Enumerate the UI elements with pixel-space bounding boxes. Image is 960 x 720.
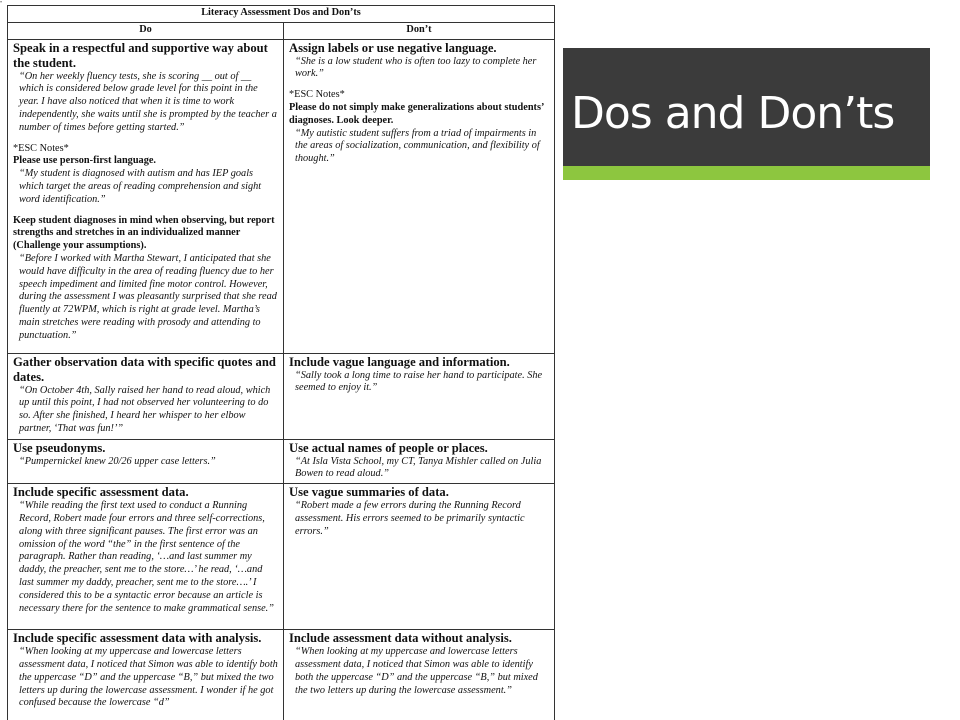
slide-title-box [563, 66, 930, 166]
dont-cell [284, 484, 555, 630]
dos-donts-table [7, 5, 555, 720]
do-heading: Include specific assessment data. [13, 485, 189, 500]
dont-cell [284, 439, 555, 484]
column-header-dont: Don’t [284, 22, 555, 39]
do-example: “On her weekly fluency tests, she is scoring __ out of __ which is considered below grade level for this point in the year. I have also noticed that when it is time to work independently, she waits until she is prompted by the teacher a number of times before getting started.” [19, 70, 277, 133]
do-example: “Pumpernickel knew 20/26 upper case letters.” [19, 455, 216, 467]
esc-notes-label: *ESC Notes* [289, 89, 345, 101]
dont-example: “At Isla Vista School, my CT, Tanya Mishler called on Julia Bowen to read aloud.” [295, 455, 542, 480]
do-example: “While reading the first text used to conduct a Running Record, Robert made four errors and three self-corrections, along with three significant pauses. The first error was an omission of the word “the” in the first sentence of the paragraph. Rather than reading, ‘…and last summer my daddy, the preacher, sent me to the store…’ he read, ‘…and last summer my daddy, preacher, sent me to the store….’ I considered this to be a syntactic error because an article is necessary there for the sentence to make grammatical sense.” [19, 500, 274, 614]
do-extra-guidance: Keep student diagnoses in mind when observing, but report strengths and stretches in an individualized manner (Challenge your assumptions). [13, 214, 275, 252]
esc-note-example: “My autistic student suffers from a triad of impairments in the areas of socialization, communication, and flexibility of thought.” [295, 127, 540, 165]
accent-bar [563, 166, 930, 180]
do-heading: Include specific assessment data with analysis. [13, 631, 262, 646]
document-image [7, 5, 555, 720]
table-row [8, 630, 555, 720]
slide-title: Dos and Don’ts [571, 88, 895, 139]
esc-notes-label: *ESC Notes* [13, 142, 69, 154]
table-row [8, 39, 555, 353]
dont-heading: Use actual names of people or places. [289, 440, 488, 455]
do-example: “On October 4th, Sally raised her hand to read aloud, which up until this point, I had not observed her volunteering to do so. After she finished, I heard her whisper to her elbow partner, ‘That was fun!’” [19, 384, 271, 434]
esc-note: Please use person-first language. [13, 155, 157, 167]
dont-example: “When looking at my uppercase and lowercase letters assessment data, I noticed that Simon was able to identify both the uppercase “D” and the uppercase “B,” but mixed the two letters up during the lowercase assessment.” [295, 646, 538, 696]
do-cell [8, 439, 284, 484]
table-row [8, 353, 555, 439]
do-heading: Use pseudonyms. [13, 440, 106, 455]
dont-heading: Use vague summaries of data. [289, 485, 449, 500]
esc-note-example: “My student is diagnosed with autism and has IEP goals which target the areas of reading comprehension and sight word identification.” [19, 168, 262, 205]
do-heading: Speak in a respectful and supportive way about the student. [13, 40, 268, 70]
do-heading: Gather observation data with specific quotes and dates. [13, 354, 276, 384]
dont-example: “Sally took a long time to raise her hand to participate. She seemed to enjoy it.” [295, 369, 543, 394]
dont-heading: Assign labels or use negative language. [289, 40, 497, 55]
dont-heading: Include vague language and information. [289, 354, 510, 369]
corner-mark: • [0, 0, 3, 6]
do-cell [8, 39, 284, 353]
dont-example: “Robert made a few errors during the Running Record assessment. His errors seemed to be primarily syntactic errors.” [295, 500, 525, 537]
dont-cell [284, 630, 555, 720]
table-row [8, 484, 555, 630]
do-example: “When looking at my uppercase and lowercase letters assessment data, I noticed that Simon was able to identify both the uppercase “D” and the uppercase “B,” but mixed the two letters up during the lowercase assessment. I wonder if he got confused because the lowercase “d” [19, 646, 278, 709]
esc-note: Please do not simply make generalizations about students’ diagnoses. Look deeper. [289, 101, 544, 126]
title-box-top [563, 48, 930, 66]
column-header-do: Do [8, 22, 284, 39]
dont-heading: Include assessment data without analysis. [289, 631, 512, 646]
do-cell [8, 484, 284, 630]
dont-example: “She is a low student who is often too lazy to complete her work.” [295, 55, 537, 80]
do-extra-example: “Before I worked with Martha Stewart, I anticipated that she would have difficulty in the area of reading fluency due to her speech impediment and limited fine motor control. However, during the assessment I was pleasantly surprised that she read fluently at 72WPM, which is right at grade level. Martha’s main stretches were reading with prosody and attending to punctuation.” [19, 252, 277, 341]
dont-cell [284, 39, 555, 353]
document-title: Literacy Assessment Dos and Don’ts [8, 6, 555, 23]
dont-cell [284, 353, 555, 439]
do-cell [8, 353, 284, 439]
do-cell [8, 630, 284, 720]
table-row [8, 439, 555, 484]
